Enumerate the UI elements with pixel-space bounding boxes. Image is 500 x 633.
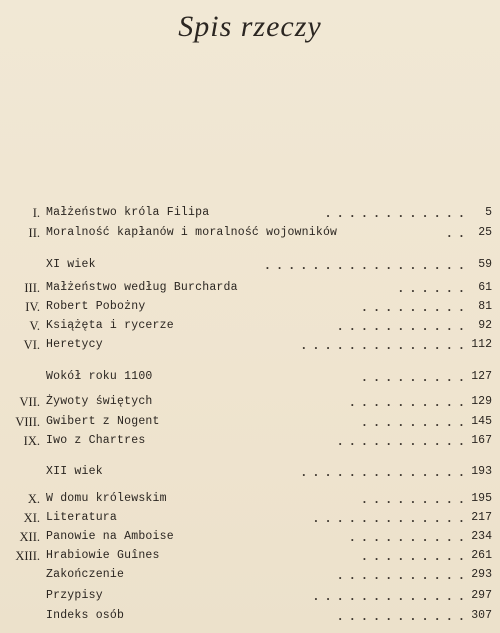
dot-leader: .......... bbox=[350, 395, 472, 409]
entry-title: Panowie na Amboise bbox=[46, 530, 174, 543]
dot-leader: ............ bbox=[326, 206, 472, 220]
toc-entry bbox=[0, 607, 500, 625]
chapter-number: X. bbox=[27, 492, 40, 506]
page-number: 5 bbox=[485, 206, 492, 219]
entry-title: Przypisy bbox=[46, 589, 103, 602]
entry-title: Moralność kapłanów i moralność wojowników bbox=[46, 226, 338, 239]
dot-leader: .............. bbox=[302, 338, 472, 352]
entry-title: Zakończenie bbox=[46, 568, 125, 581]
toc-entry bbox=[0, 463, 500, 481]
chapter-number: V. bbox=[29, 319, 40, 333]
page-number: 234 bbox=[471, 530, 492, 543]
chapter-number: XIII. bbox=[15, 549, 40, 563]
toc-entry bbox=[0, 317, 500, 335]
entry-title: XII wiek bbox=[46, 465, 103, 478]
toc-entry bbox=[0, 204, 500, 222]
dot-leader: ......... bbox=[362, 300, 472, 314]
toc-entry bbox=[0, 509, 500, 527]
page-number: 217 bbox=[471, 511, 492, 524]
dot-leader: ........... bbox=[338, 609, 472, 623]
page-number: 261 bbox=[471, 549, 492, 562]
toc-entry bbox=[0, 490, 500, 508]
toc-entry bbox=[0, 256, 500, 274]
page-number: 92 bbox=[478, 319, 492, 332]
entry-title: Gwibert z Nogent bbox=[46, 415, 160, 428]
chapter-number: VII. bbox=[19, 395, 40, 409]
page-title: Spis rzeczy bbox=[178, 10, 322, 43]
dot-leader: ......... bbox=[362, 370, 472, 384]
entry-title: W domu królewskim bbox=[46, 492, 167, 505]
dot-leader: ......... bbox=[362, 549, 472, 563]
dot-leader: ................. bbox=[265, 258, 472, 272]
page-number: 25 bbox=[478, 226, 492, 239]
toc-entry bbox=[0, 368, 500, 386]
entry-title: Małżeństwo według Burcharda bbox=[46, 281, 238, 294]
dot-leader: ........... bbox=[338, 319, 472, 333]
toc-entry bbox=[0, 393, 500, 411]
chapter-number: XII. bbox=[19, 530, 40, 544]
page-number: 297 bbox=[471, 589, 492, 602]
dot-leader: .............. bbox=[302, 465, 472, 479]
chapter-number: VIII. bbox=[15, 415, 40, 429]
entry-title: Robert Pobożny bbox=[46, 300, 146, 313]
entry-title: Indeks osób bbox=[46, 609, 125, 622]
page-number: 127 bbox=[471, 370, 492, 383]
page-number: 81 bbox=[478, 300, 492, 313]
page-number: 307 bbox=[471, 609, 492, 622]
page-number: 61 bbox=[478, 281, 492, 294]
page-number: 195 bbox=[471, 492, 492, 505]
dot-leader: .......... bbox=[350, 530, 472, 544]
page-number: 293 bbox=[471, 568, 492, 581]
chapter-number: III. bbox=[24, 281, 40, 295]
chapter-number: VI. bbox=[23, 338, 40, 352]
chapter-number: II. bbox=[28, 226, 40, 240]
toc-entry bbox=[0, 298, 500, 316]
entry-title: Żywoty świętych bbox=[46, 395, 153, 408]
toc-entry bbox=[0, 528, 500, 546]
chapter-number: XI. bbox=[23, 511, 40, 525]
dot-leader: ........... bbox=[338, 568, 472, 582]
dot-leader: ............. bbox=[314, 511, 472, 525]
dot-leader: ...... bbox=[399, 281, 472, 295]
toc-entry bbox=[0, 566, 500, 584]
page-number: 145 bbox=[471, 415, 492, 428]
toc-entry bbox=[0, 279, 500, 297]
entry-title: Wokół roku 1100 bbox=[46, 370, 153, 383]
page-number: 129 bbox=[471, 395, 492, 408]
toc-entry bbox=[0, 224, 500, 242]
toc-entry bbox=[0, 547, 500, 565]
page-number: 167 bbox=[471, 434, 492, 447]
toc-entry bbox=[0, 336, 500, 354]
chapter-number: I. bbox=[32, 206, 40, 220]
entry-title: XI wiek bbox=[46, 258, 96, 271]
dot-leader: ........... bbox=[338, 434, 472, 448]
entry-title: Iwo z Chartres bbox=[46, 434, 146, 447]
entry-title: Hrabiowie Guînes bbox=[46, 549, 160, 562]
entry-title: Książęta i rycerze bbox=[46, 319, 174, 332]
page-number: 112 bbox=[471, 338, 492, 351]
dot-leader: ............. bbox=[314, 589, 472, 603]
dot-leader: ......... bbox=[362, 415, 472, 429]
entry-title: Literatura bbox=[46, 511, 118, 524]
toc-entry bbox=[0, 432, 500, 450]
page-number: 193 bbox=[471, 465, 492, 478]
entry-title: Małżeństwo króla Filipa bbox=[46, 206, 210, 219]
dot-leader: ......... bbox=[362, 492, 472, 506]
entry-title: Heretycy bbox=[46, 338, 103, 351]
dot-leader: .. bbox=[447, 226, 472, 240]
toc-entry bbox=[0, 413, 500, 431]
page-number: 59 bbox=[478, 258, 492, 271]
chapter-number: IV. bbox=[25, 300, 40, 314]
toc-entry bbox=[0, 587, 500, 605]
chapter-number: IX. bbox=[23, 434, 40, 448]
